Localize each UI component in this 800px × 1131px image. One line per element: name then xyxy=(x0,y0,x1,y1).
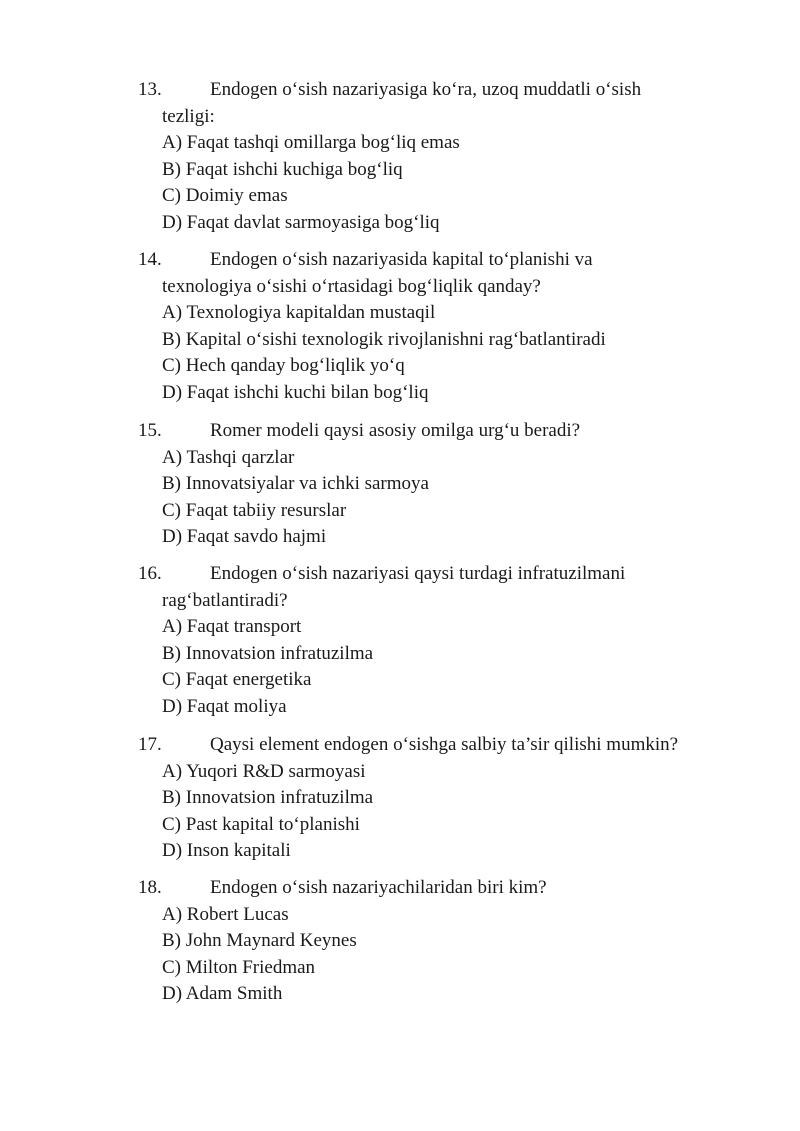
question-15-option-c: C) Faqat tabiiy resurslar xyxy=(162,499,347,521)
question-16-option-c: C) Faqat energetika xyxy=(162,669,312,690)
question-15-stem-line1 xyxy=(138,418,758,445)
question-18-number: 18. xyxy=(138,877,162,898)
question-15-option-b: B) Innovatsiyalar va ichki sarmoya xyxy=(162,473,429,494)
question-15-option-a: A) Tashqi qarzlar xyxy=(162,446,295,468)
question-13 xyxy=(138,77,758,236)
question-14 xyxy=(138,247,758,406)
question-15-text: Romer modeli qaysi asosiy omilga urg‘u beradi? xyxy=(210,420,581,441)
question-17 xyxy=(138,732,758,865)
question-17-option-a: A) Yuqori R&D sarmoyasi xyxy=(162,760,366,782)
question-13-stem-line1 xyxy=(138,77,758,104)
question-13-option-c: C) Doimiy emas xyxy=(162,185,288,206)
question-17-option-b: B) Innovatsion infratuzilma xyxy=(162,787,374,808)
question-17-option-d: D) Inson kapitali xyxy=(162,840,291,861)
question-13-text: Endogen o‘sish nazariyasiga ko‘ra, uzoq muddatli o‘sish xyxy=(210,79,642,100)
question-17-stem-line1 xyxy=(138,732,758,759)
question-14-option-c: C) Hech qanday bog‘liqlik yo‘q xyxy=(162,355,405,376)
question-16-number: 16. xyxy=(138,563,162,584)
question-14-option-a: A) Texnologiya kapitaldan mustaqil xyxy=(162,302,436,323)
question-17-text: Qaysi element endogen o‘sishga salbiy ta’sir qilishi mumkin? xyxy=(210,734,679,755)
question-18-option-b: B) John Maynard Keynes xyxy=(162,930,357,951)
question-13-option-b: B) Faqat ishchi kuchiga bog‘liq xyxy=(162,158,403,180)
question-16-option-d: D) Faqat moliya xyxy=(162,695,287,717)
question-16 xyxy=(138,561,758,720)
question-16-option-b: B) Innovatsion infratuzilma xyxy=(162,642,374,664)
question-14-text: Endogen o‘sish nazariyasida kapital to‘planishi va xyxy=(210,249,593,270)
question-18-option-a: A) Robert Lucas xyxy=(162,903,289,925)
question-16-option-a: A) Faqat transport xyxy=(162,616,302,637)
question-17-option-c: C) Past kapital to‘planishi xyxy=(162,813,360,835)
question-14-number: 14. xyxy=(138,249,162,270)
question-17-number: 17. xyxy=(138,734,162,755)
question-13-option-a: A) Faqat tashqi omillarga bog‘liq emas xyxy=(162,132,460,153)
question-13-option-d: D) Faqat davlat sarmoyasiga bog‘liq xyxy=(162,211,440,233)
question-18-option-d: D) Adam Smith xyxy=(162,983,283,1004)
question-13-number: 13. xyxy=(138,79,162,100)
question-15 xyxy=(138,418,758,551)
question-15-number: 15. xyxy=(138,420,162,441)
question-16-text: Endogen o‘sish nazariyasi qaysi turdagi infratuzilmani xyxy=(210,563,626,584)
question-14-option-d: D) Faqat ishchi kuchi bilan bog‘liq xyxy=(162,381,429,403)
question-18 xyxy=(138,875,758,1008)
question-18-option-c: C) Milton Friedman xyxy=(162,956,316,978)
question-16-stem-line1 xyxy=(138,561,758,588)
question-18-text: Endogen o‘sish nazariyachilaridan biri kim? xyxy=(210,877,547,898)
question-14-option-b: B) Kapital o‘sishi texnologik rivojlanishni rag‘batlantiradi xyxy=(162,328,606,350)
question-16-stem-line2: rag‘batlantiradi? xyxy=(162,589,288,611)
question-15-option-d: D) Faqat savdo hajmi xyxy=(162,526,327,547)
question-14-stem-line1 xyxy=(138,247,758,274)
question-13-stem-line2: tezligi: xyxy=(162,105,215,127)
question-18-stem-line1 xyxy=(138,875,758,902)
question-14-stem-line2: texnologiya o‘sishi o‘rtasidagi bog‘liqlik qanday? xyxy=(162,275,541,297)
